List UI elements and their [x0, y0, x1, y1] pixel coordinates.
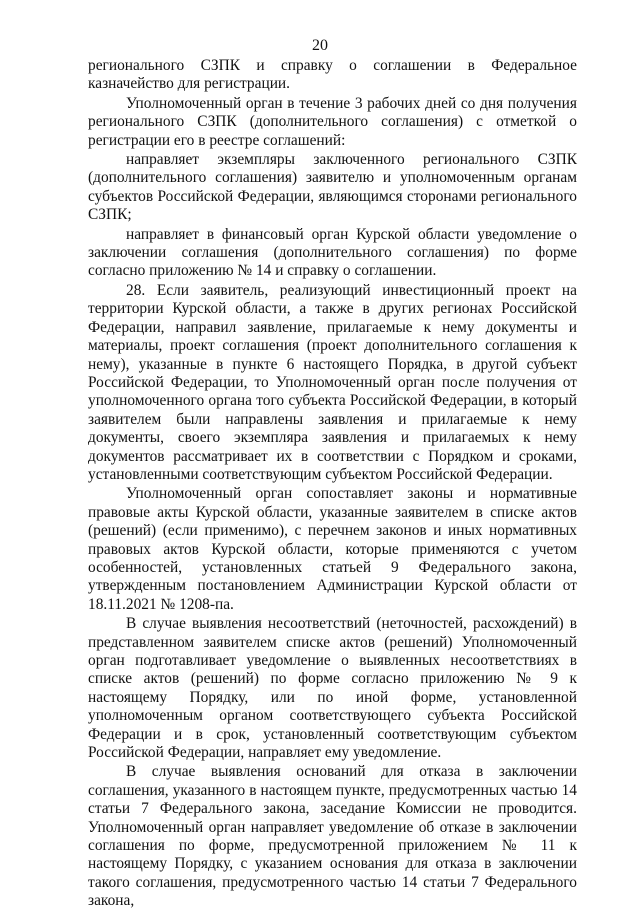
- document-body: [88, 57, 577, 911]
- paragraph-item-28: 28. Если заявитель, реализующий инвестиционный проект на территории Курской области, а также в других регионах Российской Федерации, направил заявление, прилагаемые к нему документы и материалы, проект соглашения (проект дополнительного соглашения к нему), указанные в пункте 6 настоящего Порядка, в другой субъект Российской Федерации, то Уполномоченный орган после получения от уполномоченного органа того субъекта Российской Федерации, в который заявителем были направлены заявления и прилагаемые к нему документы, своего экземпляра заявления и прилагаемых к нему документов рассматривает их в соответствии с Порядком и сроками, установленными соответствующим субъектом Российской Федерации.: [88, 281, 577, 483]
- page-number: 20: [312, 37, 328, 54]
- paragraph-send-copies: направляет экземпляры заключенного регионального СЗПК (дополнительного соглашения) заявителю и уполномоченным органам субъектов Российской Федерации, являющимся сторонами регионального СЗПК;: [88, 151, 577, 224]
- paragraph-compare-acts: Уполномоченный орган сопоставляет законы и нормативные правовые акты Курской области, указанные заявителем в списке актов (решений) (если применимо), с перечнем законов и иных нормативных правовых актов Курской области, которые применяются с учетом особенностей, установленных статьей 9 Федерального закона, утвержденным постановлением Администрации Курской области от 18.11.2021 № 1208-па.: [88, 485, 577, 613]
- paragraph-notify-finance: направляет в финансовый орган Курской области уведомление о заключении соглашения (дополнительного соглашения) по форме согласно приложению № 14 и справку о соглашении.: [88, 225, 577, 280]
- paragraph-continuation: регионального СЗПК и справку о соглашении в Федеральное казначейство для регистрации.: [88, 57, 577, 93]
- paragraph-discrepancies: В случае выявления несоответствий (неточностей, расхождений) в представленном заявителем списке актов (решений) Уполномоченный орган подготавливает уведомление о выявленных несоответствиях в списке актов (решений) по форме согласно приложению № 9 к настоящему Порядку, или по иной форме, установленной уполномоченным органом соответствующего субъекта Российской Федерации и в срок, установленный соответствующим субъектом Российской Федерации, направляет ему уведомление.: [88, 615, 577, 762]
- paragraph-registration: Уполномоченный орган в течение 3 рабочих дней со дня получения регионального СЗПК (дополнительного соглашения) с отметкой о регистрации его в реестре соглашений:: [88, 94, 577, 149]
- paragraph-refusal: В случае выявления оснований для отказа в заключении соглашения, указанного в настоящем пункте, предусмотренных частью 14 статьи 7 Федерального закона, заседание Комиссии не проводится. Уполномоченный орган направляет уведомление об отказе в заключении соглашения по форме, предусмотренной приложением № 11 к настоящему Порядку, с указанием основания для отказа в заключении такого соглашения, предусмотренного частью 14 статьи 7 Федерального закона,: [88, 763, 577, 910]
